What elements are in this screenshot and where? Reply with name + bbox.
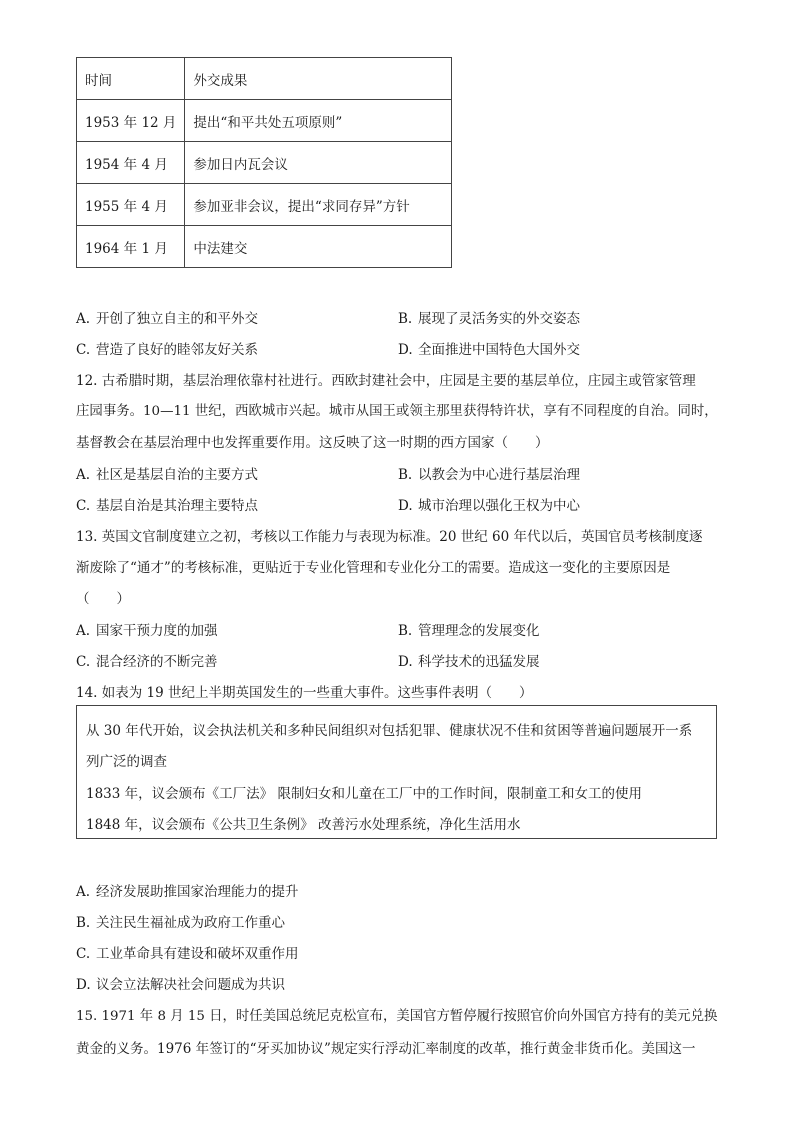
- table-cell: 提出“和平共处五项原则”: [185, 100, 452, 142]
- q11-option-d[interactable]: [398, 338, 580, 358]
- option-letter: D.: [76, 977, 91, 993]
- table-cell: 1964 年 1 月: [77, 226, 185, 268]
- table-row: [77, 226, 452, 268]
- option-text: 议会立法解决社会问题成为共识: [96, 977, 285, 993]
- q13-option-d[interactable]: [398, 650, 540, 670]
- option-letter: C.: [76, 498, 91, 514]
- option-text: 关注民生福祉成为政府工作重心: [96, 915, 285, 931]
- q14-option-c[interactable]: [76, 942, 299, 962]
- q13-option-b[interactable]: [398, 619, 540, 639]
- option-text: 开创了独立自主的和平外交: [96, 311, 258, 327]
- option-text: 全面推进中国特色大国外交: [418, 342, 580, 358]
- diplomacy-table: [76, 57, 452, 268]
- option-text: 城市治理以强化王权为中心: [418, 498, 580, 514]
- option-text: 经济发展助推国家治理能力的提升: [96, 884, 299, 900]
- material-line: 从 30 年代开始，议会执法机关和多种民间组织对包括犯罪、健康状况不佳和贫困等普遍问题展开一系: [86, 723, 693, 739]
- table-cell: 1954 年 4 月: [77, 142, 185, 184]
- material-line: 列广泛的调查: [86, 754, 167, 770]
- material-line: 1833 年，议会颁布《工厂法》 限制妇女和儿童在工厂中的工作时间，限制童工和女工的使用: [86, 786, 642, 802]
- table-row: [77, 142, 452, 184]
- q15-stem-line: 黄金的义务。1976 年签订的“牙买加协议”规定实行浮动汇率制度的改革，推行黄金非货币化。美国这一: [76, 1041, 696, 1057]
- q12-stem-line: 12. 古希腊时期，基层治理依靠村社进行。西欧封建社会中，庄园是主要的基层单位，庄园主或管家管理: [76, 373, 696, 389]
- q11-option-a[interactable]: [76, 307, 258, 327]
- q12-option-d[interactable]: [398, 494, 580, 514]
- option-text: 基层自治是其治理主要特点: [96, 498, 258, 514]
- option-letter: B.: [76, 915, 91, 931]
- q12-option-c[interactable]: [76, 494, 258, 514]
- q13-option-c[interactable]: [76, 650, 218, 670]
- table-cell: 1955 年 4 月: [77, 184, 185, 226]
- table-cell: 参加亚非会议，提出“求同存异”方针: [185, 184, 452, 226]
- q13-stem-line: 渐废除了“通才”的考核标准，更贴近于专业化管理和专业化分工的需要。造成这一变化的主要原因是: [76, 560, 671, 576]
- q11-option-c[interactable]: [76, 338, 258, 358]
- q14-stem: 14. 如表为 19 世纪上半期英国发生的一些重大事件。这些事件表明（ ）: [76, 685, 533, 701]
- q14-material-box: [76, 705, 717, 839]
- material-line: 1848 年，议会颁布《公共卫生条例》 改善污水处理系统，净化生活用水: [86, 817, 521, 833]
- table-cell: 参加日内瓦会议: [185, 142, 452, 184]
- q12-stem-line: 庄园事务。10—11 世纪，西欧城市兴起。城市从国王或领主那里获得特许状，享有不同程度的自治。同时，: [76, 404, 718, 419]
- option-letter: C.: [76, 946, 91, 962]
- option-letter: A.: [76, 467, 91, 483]
- option-letter: B.: [398, 623, 413, 639]
- option-text: 混合经济的不断完善: [96, 654, 218, 670]
- q12-option-a[interactable]: [76, 463, 258, 483]
- option-letter: A.: [76, 311, 91, 327]
- option-letter: A.: [76, 623, 91, 639]
- option-text: 管理理念的发展变化: [418, 623, 540, 639]
- q13-stem-line: （ ）: [76, 591, 130, 607]
- table-header-cell: 外交成果: [185, 58, 452, 100]
- option-letter: C.: [76, 342, 91, 358]
- option-text: 社区是基层自治的主要方式: [96, 467, 258, 483]
- q13-option-a[interactable]: [76, 619, 218, 639]
- q12-option-b[interactable]: [398, 463, 580, 483]
- table-cell: 中法建交: [185, 226, 452, 268]
- q15-stem-line: 15. 1971 年 8 月 15 日，时任美国总统尼克松宣布，美国官方暂停履行按照官价向外国官方持有的美元兑换: [76, 1009, 718, 1024]
- option-letter: C.: [76, 654, 91, 670]
- option-text: 科学技术的迅猛发展: [418, 654, 540, 670]
- table-header-row: [77, 58, 452, 100]
- q13-stem-line: 13. 英国文官制度建立之初，考核以工作能力与表现为标准。20 世纪 60 年代以后，英国官员考核制度逐: [76, 529, 703, 545]
- option-text: 工业革命具有建设和破坏双重作用: [96, 946, 299, 962]
- option-letter: D.: [398, 498, 413, 514]
- q14-option-a[interactable]: [76, 880, 299, 900]
- option-letter: D.: [398, 654, 413, 670]
- option-letter: A.: [76, 884, 91, 900]
- table-header-cell: 时间: [77, 58, 185, 100]
- option-text: 展现了灵活务实的外交姿态: [418, 311, 580, 327]
- table-row: [77, 100, 452, 142]
- table-cell: 1953 年 12 月: [77, 100, 185, 142]
- option-text: 国家干预力度的加强: [96, 623, 218, 639]
- option-text: 以教会为中心进行基层治理: [418, 467, 580, 483]
- q12-stem-line: 基督教会在基层治理中也发挥重要作用。这反映了这一时期的西方国家（ ）: [76, 435, 549, 451]
- option-letter: B.: [398, 467, 413, 483]
- option-letter: B.: [398, 311, 413, 327]
- q14-option-b[interactable]: [76, 911, 285, 931]
- option-letter: D.: [398, 342, 413, 358]
- q14-option-d[interactable]: [76, 973, 285, 993]
- q11-option-b[interactable]: [398, 307, 580, 327]
- table-row: [77, 184, 452, 226]
- option-text: 营造了良好的睦邻友好关系: [96, 342, 258, 358]
